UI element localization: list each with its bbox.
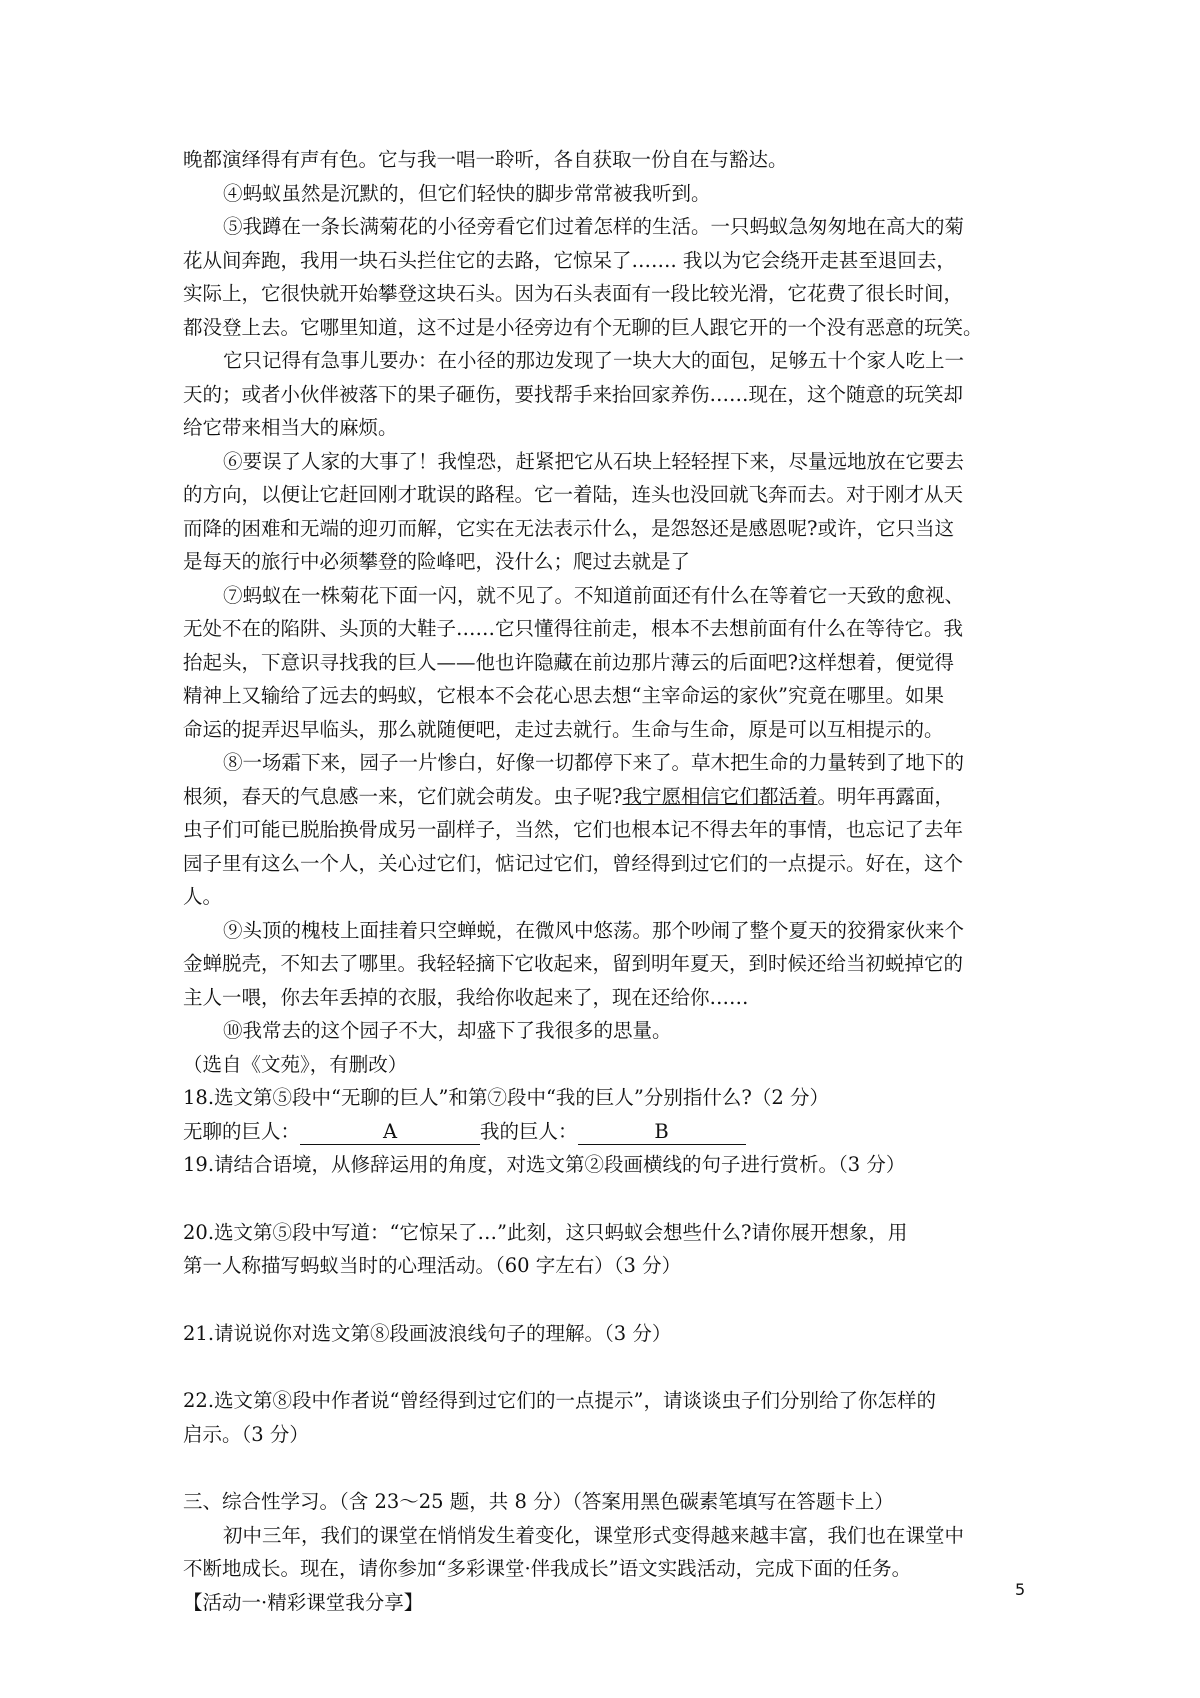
paragraph-6 <box>183 445 1033 579</box>
text-line: 人。 <box>183 885 223 908</box>
text-line: 虫子们可能已脱胎换骨成另一副样子，当然，它们也根本记不得去年的事情，也忘记了去年 <box>183 818 964 841</box>
source-note: （选自《文苑》，有删改） <box>183 1052 408 1076</box>
text-line: 初中三年，我们的课堂在悄悄发生着变化，课堂形式变得越来越丰富，我们也在课堂中 <box>223 1523 965 1547</box>
question-22-line-1: 22.选文第⑧段中作者说“曾经得到过它们的一点提示”，请谈谈虫子们分别给了你怎样的 <box>183 1389 936 1412</box>
answer-space <box>183 1350 1033 1384</box>
paragraph-5-continued <box>183 344 1033 445</box>
text-segment: 根须，春天的气息感一来，它们就会萌发。虫子呢? <box>183 784 623 808</box>
text-line: ⑥要误了人家的大事了！我惶恐，赶紧把它从石块上轻轻捏下来，尽量远地放在它要去 <box>223 449 965 473</box>
text-line: 都没登上去。它哪里知道，这不过是小径旁边有个无聊的巨人跟它开的一个没有恶意的玩笑。 <box>183 315 983 339</box>
text-line: ⑨头顶的槐枝上面挂着只空蝉蜕，在微风中悠荡。那个吵闹了整个夏天的狡猾家伙来个 <box>223 918 965 942</box>
page-content <box>183 143 1033 1619</box>
text-line: 金蝉脱壳，不知去了哪里。我轻轻摘下它收起来，留到明年夏天，到时候还给当初蜕掉它的 <box>183 952 964 975</box>
paragraph-9 <box>183 914 1033 1015</box>
text-line: 园子里有这么一个人，关心过它们，惦记过它们，曾经得到过它们的一点提示。好在，这个 <box>183 851 964 875</box>
answer-label-a: 无聊的巨人： <box>183 1119 301 1143</box>
paragraph-8 <box>183 746 1033 914</box>
paragraph-continued: 晚都演绎得有声有色。它与我一唱一聆听，各自获取一份自在与豁达。 <box>183 148 788 171</box>
answer-blank-a[interactable]: A <box>300 1120 480 1145</box>
question-19: 19.请结合语境，从修辞运用的角度，对选文第②段画横线的句子进行赏析。（3 分） <box>183 1153 906 1176</box>
question-20-line-1: 20.选文第⑤段中写道：“它惊呆了…”此刻，这只蚂蚁会想些什么?请你展开想象，用 <box>183 1220 908 1244</box>
text-line: 精神上又输给了远去的蚂蚁，它根本不会花心思去想“主宰命运的家伙”究竟在哪里。如果 <box>183 684 944 707</box>
question-20-line-2: 第一人称描写蚂蚁当时的心理活动。（60 字左右）（3 分） <box>183 1254 682 1277</box>
text-line: 花从间奔跑，我用一块石头拦住它的去路，它惊呆了……. 我以为它会绕开走甚至退回去， <box>183 248 956 272</box>
wavy-underlined-sentence: 我宁愿相信它们都活着 <box>622 784 818 808</box>
section-3-heading: 三、综合性学习。（含 23～25 题，共 8 分）（答案用黑色碳素笔填写在答题卡上） <box>183 1490 894 1513</box>
paragraph-5 <box>183 210 1033 344</box>
question-18-answers <box>183 1115 1033 1149</box>
text-line: 主人一喂，你去年丢掉的衣服，我给你收起来了，现在还给你…… <box>183 985 749 1009</box>
paragraph-4: ④蚂蚁虽然是沉默的，但它们轻快的脚步常常被我听到。 <box>223 181 711 205</box>
text-line: 抬起头，下意识寻找我的巨人——他也许隐藏在前边那片薄云的后面吧?这样想着，便觉得 <box>183 650 954 674</box>
activity-1-heading: 【活动一·精彩课堂我分享】 <box>183 1590 424 1614</box>
answer-space <box>183 1182 1033 1216</box>
paragraph-10: ⑩我常去的这个园子不大，却盛下了我很多的思量。 <box>223 1019 672 1042</box>
text-line: 实际上，它很快就开始攀登这块石头。因为石头表面有一段比较光滑，它花费了很长时间， <box>183 282 964 305</box>
text-line: 它只记得有急事儿要办：在小径的那边发现了一块大大的面包，足够五十个家人吃上一 <box>223 349 965 372</box>
answer-space <box>183 1283 1033 1317</box>
paragraph-7 <box>183 579 1033 747</box>
text-line: 天的；或者小伙伴被落下的果子砸伤，要找帮手来抬回家养伤……现在，这个随意的玩笑却 <box>183 382 964 406</box>
text-line: 的方向，以便让它赶回刚才耽误的路程。它一着陆，连头也没回就飞奔而去。对于刚才从天 <box>183 483 964 506</box>
section-3-intro <box>183 1519 1033 1586</box>
question-21: 21.请说说你对选文第⑧段画波浪线句子的理解。（3 分） <box>183 1321 672 1345</box>
text-line <box>183 780 1033 814</box>
text-line: 无处不在的陷阱、头顶的大鞋子……它只懂得往前走，根本不去想前面有什么在等待它。我 <box>183 617 964 640</box>
text-line: ⑦蚂蚁在一株菊花下面一闪，就不见了。不知道前面还有什么在等着它一天致的愈视、 <box>223 583 965 607</box>
question-22-line-2: 启示。（3 分） <box>183 1422 309 1446</box>
answer-label-b: 我的巨人： <box>480 1119 578 1143</box>
page-number: 5 <box>1015 1580 1026 1599</box>
answer-blank-b[interactable]: B <box>578 1120 746 1145</box>
text-line: 不断地成长。现在，请你参加“多彩课堂·伴我成长”语文实践活动，完成下面的任务。 <box>183 1557 912 1580</box>
text-line: 是每天的旅行中必须攀登的险峰吧，没什么；爬过去就是了 <box>183 550 691 573</box>
text-line: ⑤我蹲在一条长满菊花的小径旁看它们过着怎样的生活。一只蚂蚁急匆匆地在高大的菊 <box>223 215 965 238</box>
text-line: 而降的困难和无端的迎刃而解，它实在无法表示什么，是怨怒还是感恩呢?或许，它只当这 <box>183 516 954 540</box>
answer-space <box>183 1451 1033 1485</box>
question-18: 18.选文第⑤段中“无聊的巨人”和第⑦段中“我的巨人”分别指什么?（2 分） <box>183 1086 829 1109</box>
text-segment: 。明年再露面， <box>817 784 954 808</box>
text-line: ⑧一场霜下来，园子一片惨白，好像一切都停下来了。草木把生命的力量转到了地下的 <box>223 751 965 774</box>
text-line: 给它带来相当大的麻烦。 <box>183 416 398 439</box>
text-line: 命运的捉弄迟早临头，那么就随便吧，走过去就行。生命与生命，原是可以互相提示的。 <box>183 717 944 741</box>
